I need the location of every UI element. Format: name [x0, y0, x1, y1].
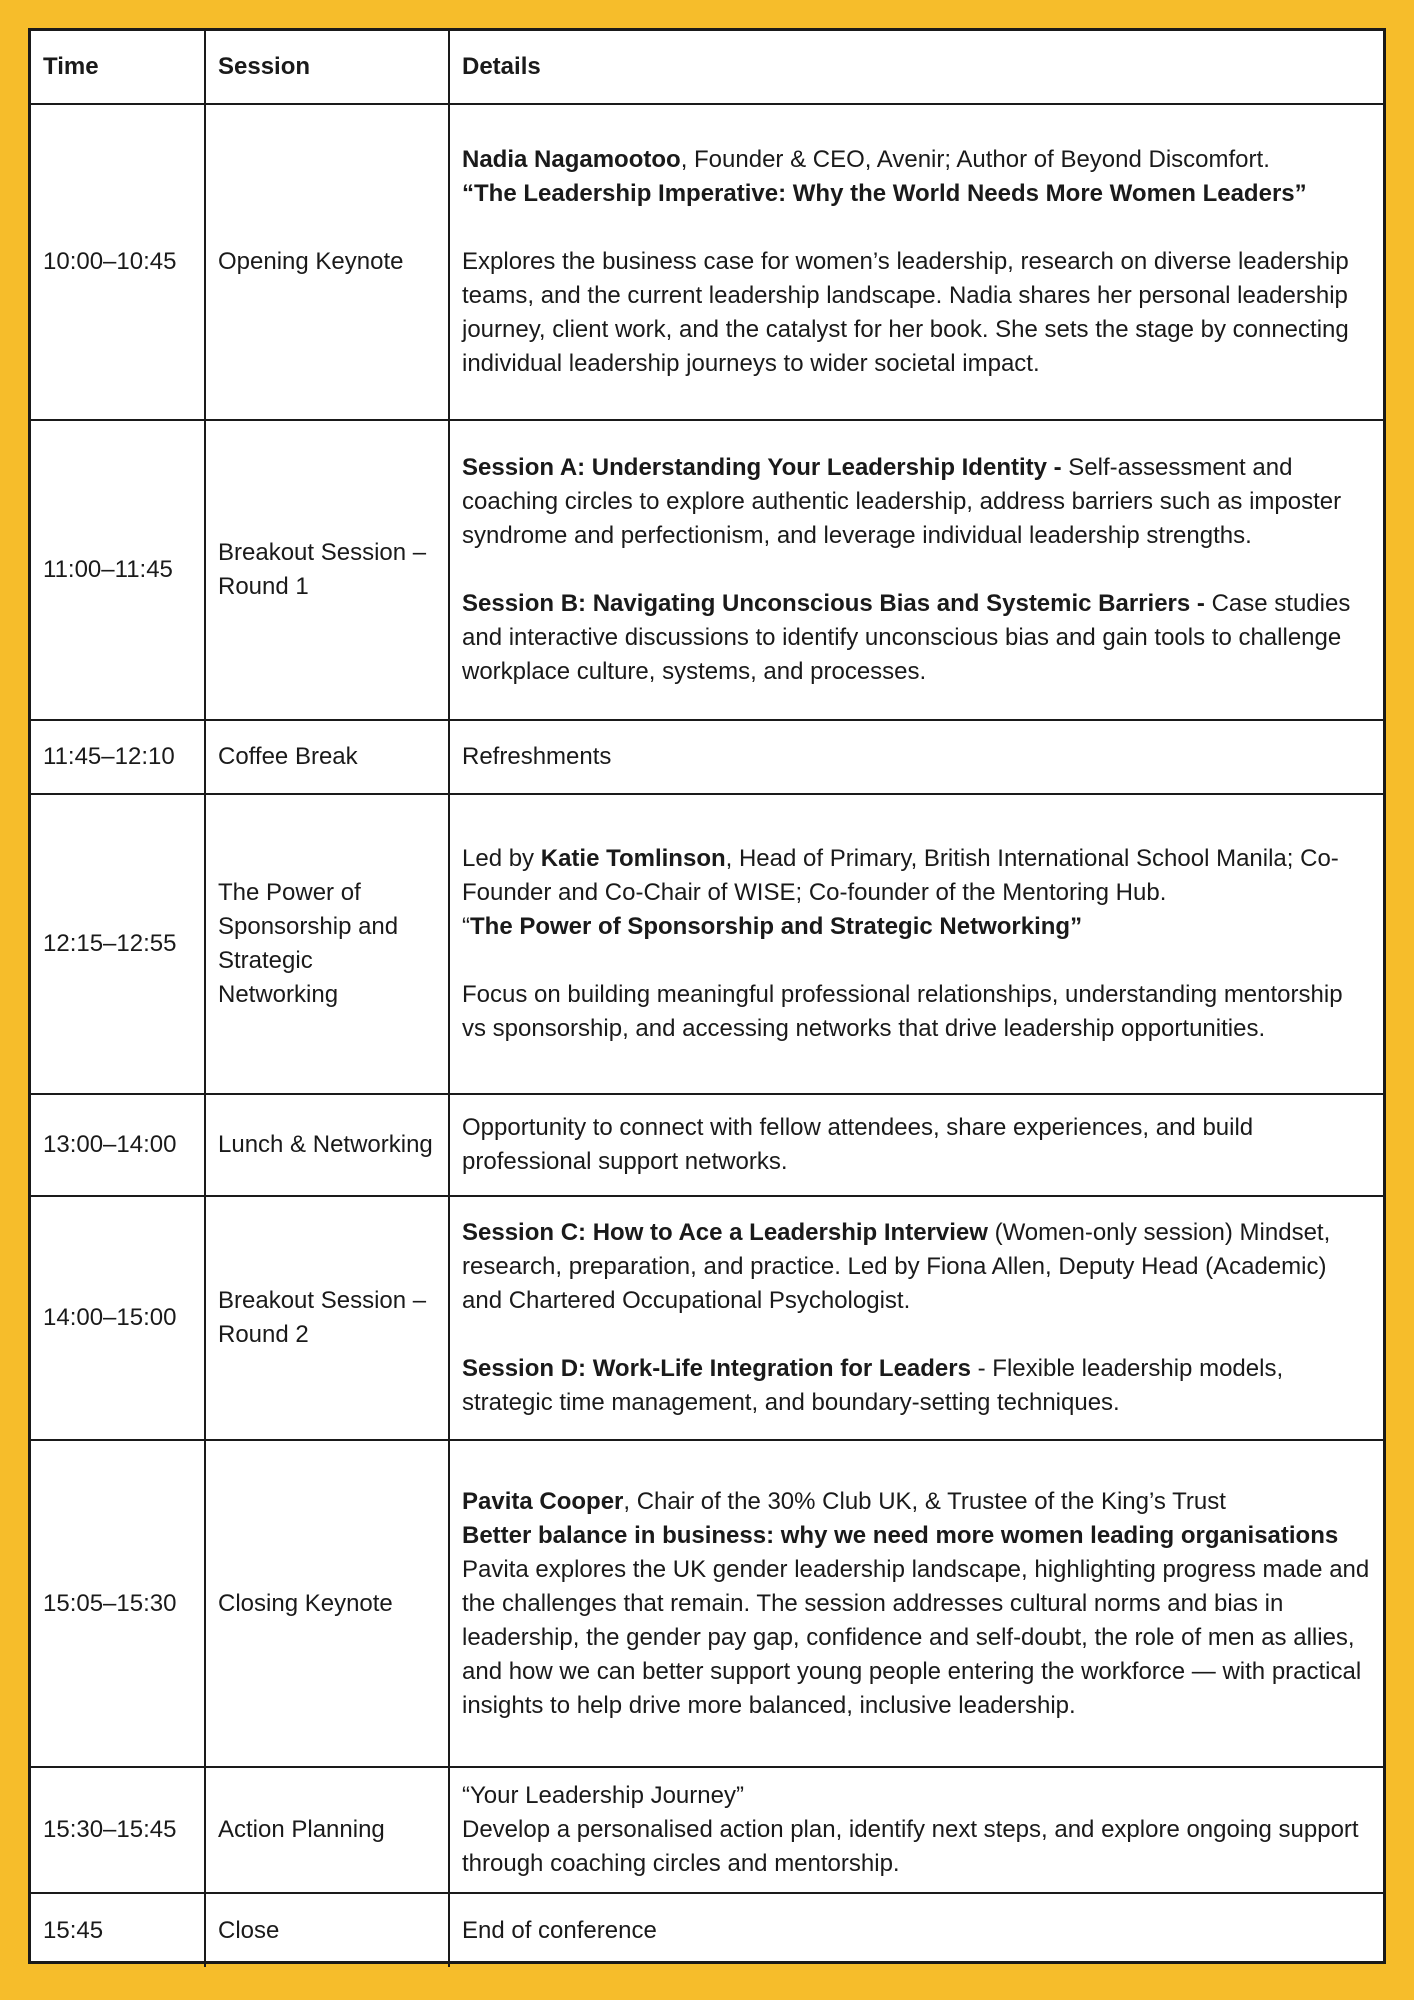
session-cell: The Power of Sponsorship and Strategic Networking	[205, 794, 449, 1094]
breakout-b-title: Session B: Navigating Unconscious Bias and Systemic Barriers -	[462, 590, 1205, 617]
details-cell: Opportunity to connect with fellow attendees, share experiences, and build professional support networks.	[449, 1094, 1383, 1196]
table-row	[31, 1094, 1383, 1196]
breakout-d	[462, 1352, 1371, 1420]
session-description: Develop a personalised action plan, identify next steps, and explore ongoing support through coaching circles and mentorship.	[462, 1816, 1359, 1877]
details-cell	[449, 104, 1383, 420]
details-cell	[449, 794, 1383, 1094]
talk-title: “The Power of Sponsorship and Strategic Networking”	[462, 913, 1083, 940]
time-cell: 12:15–12:55	[31, 794, 205, 1094]
table-row	[31, 794, 1383, 1094]
session-cell: Breakout Session – Round 2	[205, 1196, 449, 1440]
time-cell: 11:00–11:45	[31, 420, 205, 720]
speaker-line: Led by Katie Tomlinson, Head of Primary, British International School Manila; Co-Founder and Co-Chair of WISE; Co-founder of the Mentoring Hub.	[462, 845, 1339, 906]
details-cell: Refreshments	[449, 720, 1383, 794]
talk-title: “The Leadership Imperative: Why the World Needs More Women Leaders”	[462, 180, 1307, 207]
table-row	[31, 420, 1383, 720]
details-cell	[449, 1767, 1383, 1893]
time-cell: 15:30–15:45	[31, 1767, 205, 1893]
speaker-line	[462, 1485, 1371, 1519]
time-cell: 11:45–12:10	[31, 720, 205, 794]
session-cell: Opening Keynote	[205, 104, 449, 420]
session-description: Pavita explores the UK gender leadership landscape, highlighting progress made and the challenges that remain. The session addresses cultural norms and bias in leadership, the gender pay gap, confidence and self-doubt, the role of men as allies, and how we can better support young people entering the workforce — with practical insights to help drive more balanced, inclusive leadership.	[462, 1555, 1370, 1719]
agenda-table	[31, 31, 1383, 1967]
breakout-c	[462, 1216, 1371, 1318]
table-row	[31, 720, 1383, 794]
time-cell: 15:45	[31, 1893, 205, 1967]
table-row	[31, 1440, 1383, 1767]
session-cell: Coffee Break	[205, 720, 449, 794]
session-cell: Breakout Session – Round 1	[205, 420, 449, 720]
time-cell: 13:00–14:00	[31, 1094, 205, 1196]
session-cell: Action Planning	[205, 1767, 449, 1893]
talk-title: “Your Leadership Journey”	[462, 1782, 744, 1809]
header-time: Time	[31, 31, 205, 104]
breakout-d-text: - Flexible leadership models, strategic time management, and boundary-setting techniques.	[462, 1355, 1284, 1416]
session-description: Focus on building meaningful professional relationships, understanding mentorship vs sponsorship, and accessing networks that drive leadership opportunities.	[462, 981, 1343, 1042]
session-description: Explores the business case for women’s leadership, research on diverse leadership teams, and the current leadership landscape. Nadia shares her personal leadership journey, client work, and the catalyst for her book. She sets the stage by connecting individual leadership journeys to wider societal impact.	[462, 248, 1349, 377]
speaker-role: , Founder & CEO, Avenir; Author of Beyond Discomfort.	[680, 146, 1270, 173]
table-row	[31, 1767, 1383, 1893]
breakout-d-title: Session D: Work-Life Integration for Leaders	[462, 1355, 971, 1382]
speaker-role: , Chair of the 30% Club UK, & Trustee of the King’s Trust	[623, 1487, 1226, 1515]
time-cell: 10:00–10:45	[31, 104, 205, 420]
header-details: Details	[449, 31, 1383, 104]
talk-title: Better balance in business: why we need more women leading organisations	[462, 1521, 1339, 1549]
session-cell: Lunch & Networking	[205, 1094, 449, 1196]
details-cell	[449, 420, 1383, 720]
session-cell: Closing Keynote	[205, 1440, 449, 1767]
header-session: Session	[205, 31, 449, 104]
speaker-name: Nadia Nagamootoo	[462, 146, 681, 173]
breakout-a	[462, 451, 1371, 553]
details-cell: End of conference	[449, 1893, 1383, 1967]
table-row	[31, 1196, 1383, 1440]
breakout-c-title: Session C: How to Ace a Leadership Interview	[462, 1219, 988, 1246]
table-row	[31, 104, 1383, 420]
time-cell: 14:00–15:00	[31, 1196, 205, 1440]
table-header-row	[31, 31, 1383, 104]
details-cell	[449, 1196, 1383, 1440]
breakout-b-text: Case studies and interactive discussions to identify unconscious bias and gain tools to challenge workplace culture, systems, and processes.	[462, 590, 1351, 685]
details-cell	[449, 1440, 1383, 1767]
breakout-c-text: (Women-only session) Mindset, research, preparation, and practice. Led by Fiona Allen, Deputy Head (Academic) and Chartered Occupational Psychologist.	[462, 1219, 1331, 1314]
breakout-b	[462, 587, 1371, 689]
speaker-name: Pavita Cooper	[462, 1487, 624, 1515]
time-cell: 15:05–15:30	[31, 1440, 205, 1767]
speaker-name: Katie Tomlinson	[540, 845, 726, 872]
speaker-line	[462, 143, 1371, 177]
table-row	[31, 1893, 1383, 1967]
speaker-role: , Head of Primary, British International School Manila; Co-Founder and Co-Chair of WISE; Co-founder of the Mentoring Hub.	[462, 845, 1339, 906]
agenda-sheet	[28, 28, 1386, 1964]
session-cell: Close	[205, 1893, 449, 1967]
breakout-a-title: Session A: Understanding Your Leadership Identity -	[462, 454, 1062, 481]
breakout-a-text: Self-assessment and coaching circles to explore authentic leadership, address barriers such as imposter syndrome and perfectionism, and leverage individual leadership strengths.	[462, 454, 1342, 549]
